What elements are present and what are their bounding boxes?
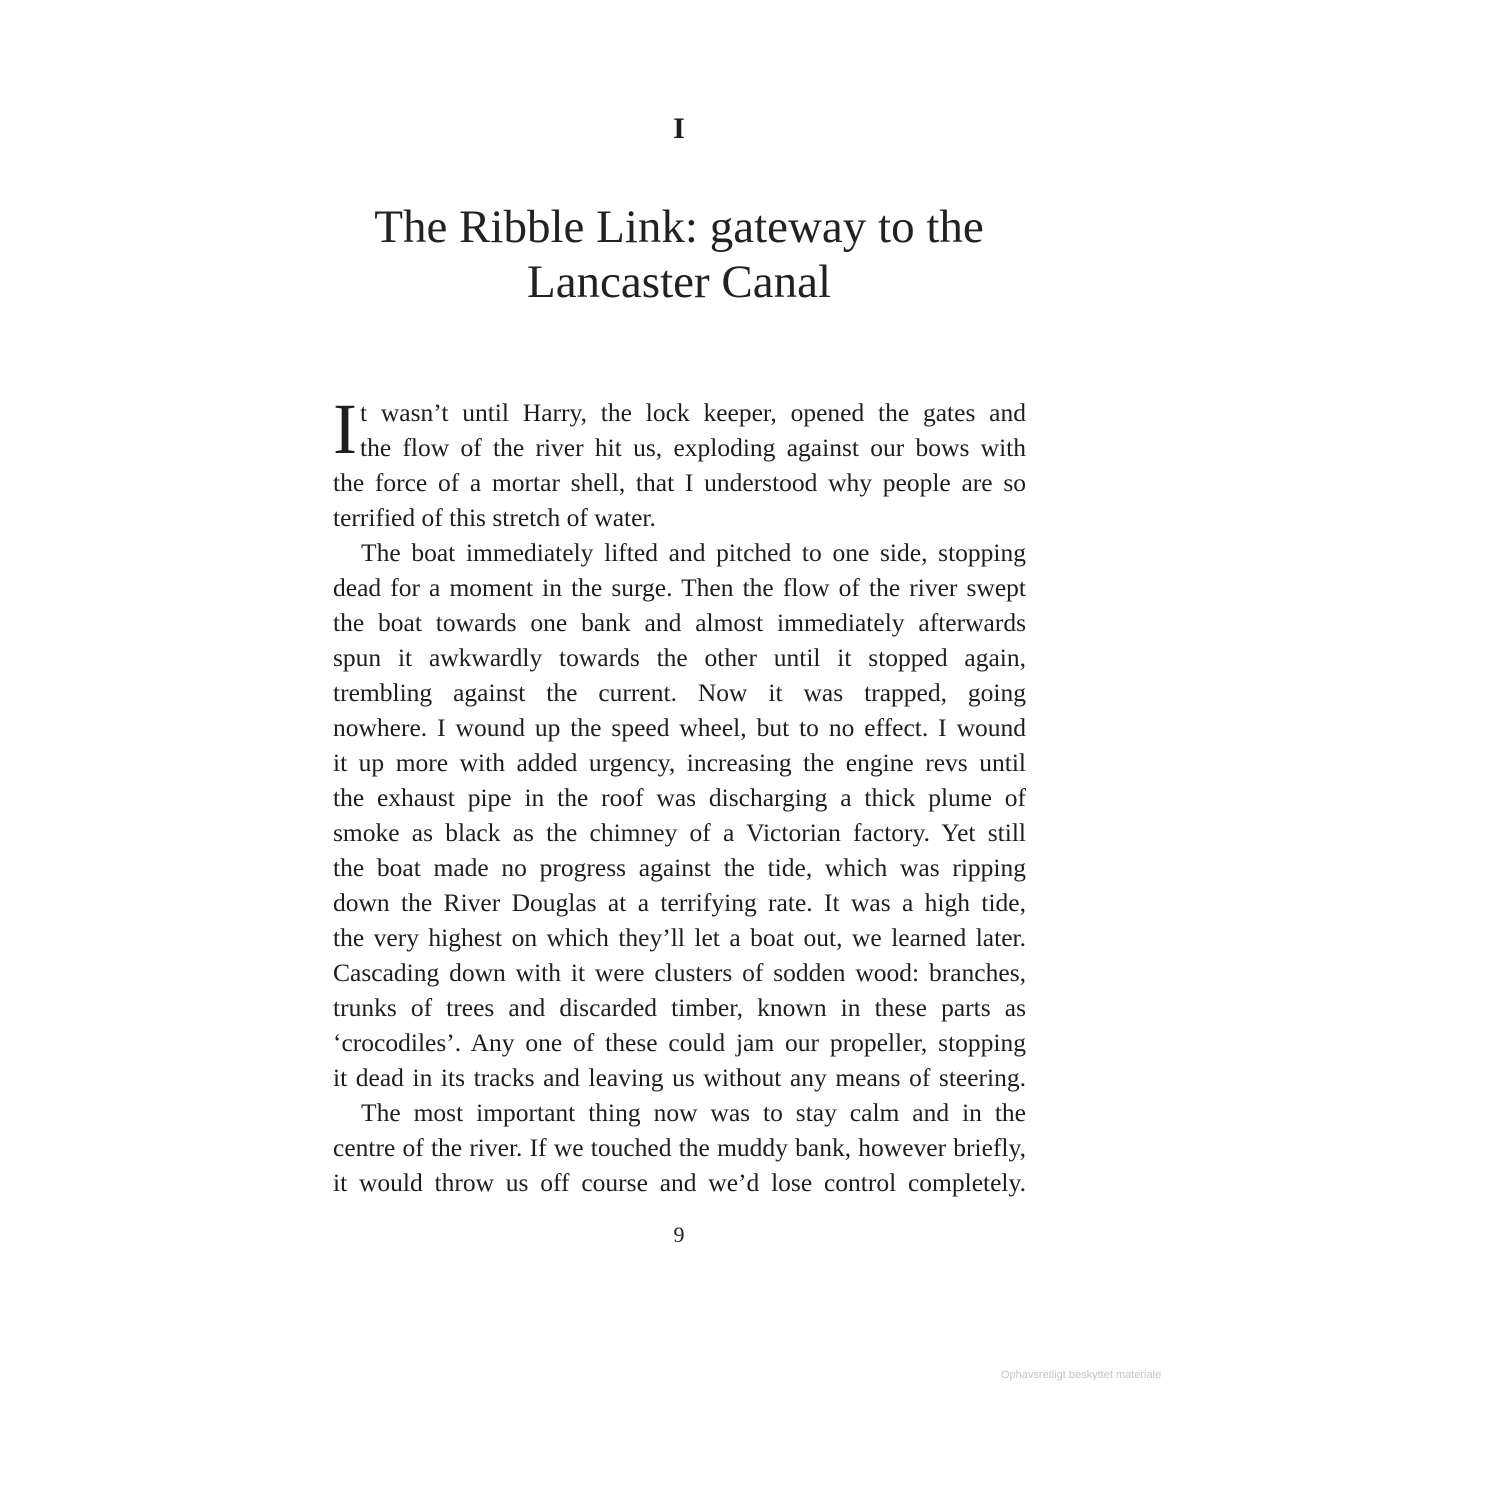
text-line: the very highest on which they’ll let a boat out, we learned later. xyxy=(333,923,1026,952)
text-line: spun it awkwardly towards the other until it stopped again, xyxy=(333,643,1026,672)
text-line: down the River Douglas at a terrifying rate. It was a high tide, xyxy=(333,888,1026,917)
text-line: ‘crocodiles’. Any one of these could jam our propeller, stopping xyxy=(333,1028,1026,1057)
text-line: the force of a mortar shell, that I understood why people are so xyxy=(333,468,1026,497)
text-line: nowhere. I wound up the speed wheel, but to no effect. I wound xyxy=(333,713,1026,742)
chapter-number: I xyxy=(673,112,685,145)
text-line: The most important thing now was to stay calm and in the xyxy=(361,1098,1026,1127)
chapter-title-line-1: The Ribble Link: gateway to the xyxy=(374,201,984,253)
text-line: terrified of this stretch of water. xyxy=(333,503,656,532)
text-line: The boat immediately lifted and pitched to one side, stopping xyxy=(361,538,1026,567)
chapter-title-line-2: Lancaster Canal xyxy=(526,256,832,308)
page-number: 9 xyxy=(673,1222,685,1247)
text-line: the boat towards one bank and almost immediately afterwards xyxy=(333,608,1026,637)
text-line: trembling against the current. Now it was trapped, going xyxy=(333,678,1026,707)
text-line: t wasn’t until Harry, the lock keeper, opened the gates and xyxy=(360,398,1026,427)
text-line: the boat made no progress against the tide, which was ripping xyxy=(333,853,1026,882)
text-line: Cascading down with it were clusters of sodden wood: branches, xyxy=(333,958,1026,987)
text-line: the exhaust pipe in the roof was discharging a thick plume of xyxy=(333,783,1026,812)
text-line: smoke as black as the chimney of a Victorian factory. Yet still xyxy=(333,818,1026,847)
text-line: it up more with added urgency, increasing the engine revs until xyxy=(333,748,1026,777)
drop-cap: I xyxy=(333,389,357,469)
text-line: the flow of the river hit us, exploding against our bows with xyxy=(360,433,1026,462)
text-line: dead for a moment in the surge. Then the flow of the river swept xyxy=(333,573,1026,602)
text-line: trunks of trees and discarded timber, known in these parts as xyxy=(333,993,1026,1022)
text-line: centre of the river. If we touched the muddy bank, however briefly, xyxy=(333,1133,1026,1162)
chapter-title xyxy=(0,200,1358,310)
text-line: it would throw us off course and we’d lose control completely. xyxy=(333,1168,1026,1197)
copyright-watermark: Ophavsretligt beskyttet materiale xyxy=(1001,1369,1162,1381)
text-line: it dead in its tracks and leaving us without any means of steering. xyxy=(333,1063,1026,1092)
